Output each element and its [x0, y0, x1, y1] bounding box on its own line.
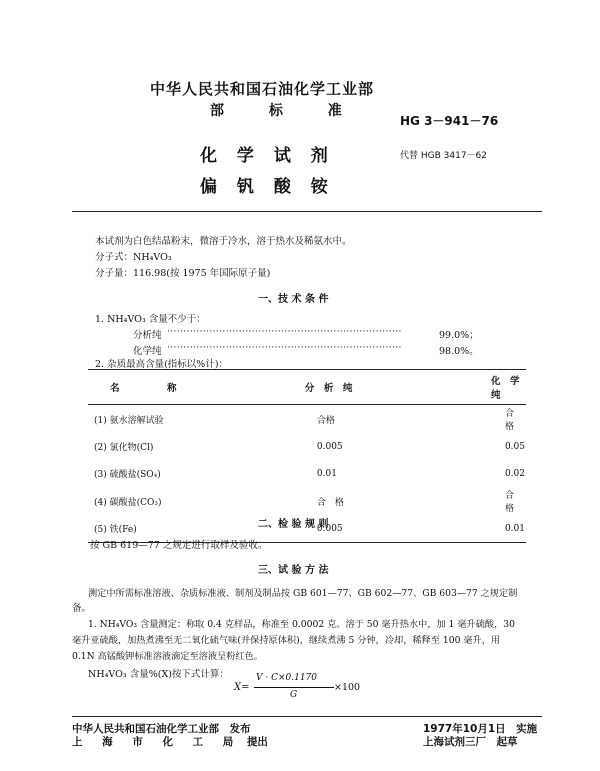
- formula-lhs: X=: [234, 682, 250, 693]
- grade-cp-dots: ········································································: [167, 343, 402, 353]
- table-cell-name: (3) 硫酸盐(SO₄): [94, 470, 161, 480]
- formula-rhs: ×100: [334, 682, 361, 693]
- table-cell-name: (5) 铁(Fe): [94, 525, 137, 535]
- ministry-name: 中华人民共和国石油化学工业部: [150, 80, 375, 98]
- section1-title: 一、技 术 条 件: [258, 294, 329, 305]
- section3-title: 三、试 验 方 法: [258, 565, 329, 576]
- prep-paragraph-line1: 测定中所需标准溶液、杂质标准液、制剂及制品按 GB 601—77、GB 602—77、GB 603—77 之规定制: [88, 588, 518, 599]
- effective-date: 1977年10月1日 实施: [423, 723, 538, 735]
- col-header-cp: 化 学 纯: [490, 376, 529, 401]
- table-cell-name: (4) 碳酸盐(CO₃): [94, 497, 162, 508]
- molecular-formula: 分子式：NH₄VO₃: [95, 252, 172, 263]
- table-row: [88, 433, 526, 460]
- content-requirement: 1. NH₄VO₃ 含量不少于：: [95, 314, 206, 325]
- assay-paragraph-line2: 毫升亚硫酸，加热煮沸至无二氧化硫气味(并保持原体积)，继续煮沸 5 分钟，冷却，稀释至 100 毫升，用: [72, 635, 501, 646]
- impurity-heading: 2. 杂质最高含量(指标以%计)：: [95, 359, 229, 370]
- section2-title: 二、检 验 规 则: [258, 519, 329, 530]
- table-cell-ar: 合格: [316, 415, 335, 426]
- assay-paragraph-line3: 0.1N 高锰酸钾标准溶液滴定至溶液呈粉红色。: [72, 651, 263, 662]
- drafter: 上海试剂三厂 起草: [423, 736, 518, 748]
- proposer: 上 海 市 化 工 局 提出: [72, 736, 268, 748]
- description: 本试剂为白色结晶粉末，微溶于冷水，溶于热水及稀氨水中。: [95, 236, 352, 247]
- table-cell-cp: 合 格: [504, 491, 523, 514]
- table-cell-name: (1) 氨水溶解试验: [94, 415, 164, 426]
- table-cell-cp: 合 格: [504, 409, 523, 432]
- table-cell-cp: 0.01: [504, 523, 525, 534]
- formula-numerator: V · C×0.1170: [256, 673, 318, 683]
- document-title-category: 化 学 试 剂: [200, 146, 328, 166]
- formula-denominator: G: [290, 690, 298, 700]
- table-cell-name: (2) 氯化物(Cl): [94, 443, 154, 453]
- table-row: [88, 460, 526, 487]
- table-header-row: [88, 370, 526, 405]
- issuer: 中华人民共和国石油化学工业部 发布: [72, 723, 251, 735]
- table-cell-cp: 0.02: [504, 468, 525, 479]
- grade-ar-dots: ········································································: [167, 327, 402, 337]
- document-title-substance: 偏 钒 酸 铵: [200, 177, 328, 197]
- standard-code: HG 3－941－76: [400, 114, 499, 128]
- replaces-code: 代替 HGB 3417－62: [400, 151, 487, 161]
- table-cell-ar: 合 格: [316, 497, 344, 508]
- table-cell-cp: 0.05: [504, 441, 525, 452]
- table-row: [88, 405, 526, 434]
- table-cell-ar: 0.005: [316, 441, 343, 452]
- table-row: [88, 487, 526, 515]
- col-header-ar: 分 析 纯: [304, 383, 353, 394]
- grade-cp-value: 98.0%。: [439, 346, 479, 357]
- prep-paragraph-line2: 备。: [72, 603, 92, 614]
- footer-divider: [72, 716, 542, 717]
- standard-type: 部 标 准: [210, 103, 342, 119]
- grade-cp-label: 化学纯: [133, 346, 162, 357]
- table-cell-ar: 0.005: [316, 523, 343, 534]
- grade-ar-value: 99.0%；: [439, 330, 479, 341]
- formula-fraction-bar: [254, 687, 334, 688]
- grade-ar-label: 分析纯: [133, 330, 162, 341]
- calc-intro: NH₄VO₃ 含量%(X)按下式计算：: [88, 669, 229, 680]
- header-divider: [72, 211, 542, 212]
- molecular-weight: 分子量：116.98(按 1975 年国际原子量): [95, 268, 271, 279]
- assay-paragraph-line1: 1. NH₄VO₃ 含量测定：称取 0.4 克样品，称准至 0.0002 克。溶于 50 毫升热水中，加 1 毫升硫酸，30: [88, 619, 516, 630]
- col-header-name: 名 称: [110, 383, 177, 394]
- table-cell-ar: 0.01: [316, 468, 337, 479]
- inspection-rule: 按 GB 619—77 之规定进行取样及验收。: [90, 540, 268, 551]
